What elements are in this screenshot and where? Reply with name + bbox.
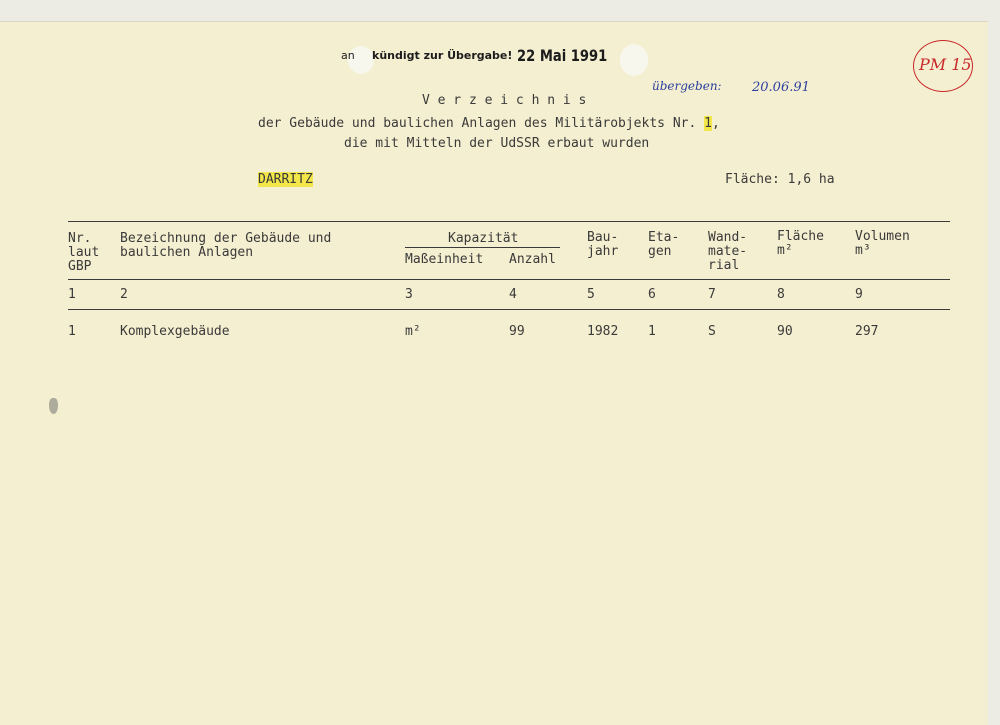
- header-nr-3: GBP: [68, 259, 92, 274]
- cell-flaeche: 90: [777, 324, 793, 339]
- handwritten-label: übergeben:: [652, 79, 722, 93]
- scanner-background-top: [0, 0, 1000, 22]
- cell-baujahr: 1982: [587, 324, 619, 339]
- ink-smudge: [49, 398, 58, 414]
- column-number: 5: [587, 287, 595, 302]
- cell-masseinheit: m²: [405, 324, 421, 339]
- header-baujahr-1: Bau-: [587, 230, 619, 245]
- column-number: 3: [405, 287, 413, 302]
- header-nr-1: Nr.: [68, 231, 92, 246]
- stamp-date: 22 Mai 1991: [517, 46, 608, 65]
- header-anzahl: Anzahl: [509, 252, 556, 267]
- column-number: 6: [648, 287, 656, 302]
- header-wandmaterial-2: mate-: [708, 244, 748, 259]
- pm-mark-text: PM 15: [919, 55, 972, 74]
- title-line-2: [258, 116, 720, 131]
- header-flaeche-2: m²: [777, 243, 793, 258]
- header-flaeche-1: Fläche: [777, 229, 824, 244]
- column-number: 2: [120, 287, 128, 302]
- cell-bezeichnung: Komplexgebäude: [120, 324, 230, 339]
- header-volumen-1: Volumen: [855, 229, 910, 244]
- column-number: 8: [777, 287, 785, 302]
- header-wandmaterial-1: Wand-: [708, 230, 748, 245]
- column-number: 7: [708, 287, 716, 302]
- cell-etagen: 1: [648, 324, 656, 339]
- military-object-number: 1: [704, 116, 712, 131]
- title-line-2-comma: ,: [711, 116, 720, 131]
- title-line-2-text: der Gebäude und baulichen Anlagen des Militärobjekts Nr.: [258, 116, 697, 131]
- header-bottom-rule: [68, 279, 950, 280]
- header-volumen-2: m³: [855, 243, 871, 258]
- column-numbers-rule: [68, 309, 950, 310]
- document-title: V e r z e i c h n i s: [422, 93, 587, 108]
- header-masseinheit: Maßeinheit: [405, 252, 484, 267]
- stamp-text: kündigt zur Übergabe!: [372, 49, 513, 62]
- punch-hole-right: [620, 44, 648, 76]
- header-bezeichnung-2: baulichen Anlagen: [120, 245, 254, 260]
- header-etagen-2: gen: [648, 244, 672, 259]
- header-nr-2: laut: [68, 245, 100, 260]
- column-number: 4: [509, 287, 517, 302]
- location-name: DARRITZ: [258, 172, 313, 187]
- table-top-rule: [68, 221, 950, 222]
- cell-wandmaterial: S: [708, 324, 716, 339]
- page-edge: [0, 21, 1000, 22]
- header-wandmaterial-3: rial: [708, 258, 740, 273]
- area-value: Fläche: 1,6 ha: [725, 172, 835, 187]
- kapazitaet-rule: [405, 247, 560, 248]
- header-bezeichnung-1: Bezeichnung der Gebäude und: [120, 231, 332, 246]
- header-etagen-1: Eta-: [648, 230, 680, 245]
- stamp-text-prefix: an: [341, 49, 355, 62]
- scanner-background-right: [988, 0, 1000, 725]
- handwritten-date: 20.06.91: [752, 80, 810, 95]
- header-baujahr-2: jahr: [587, 244, 619, 259]
- cell-anzahl: 99: [509, 324, 525, 339]
- header-kapazitaet: Kapazität: [448, 231, 519, 246]
- cell-volumen: 297: [855, 324, 879, 339]
- title-line-3: die mit Mitteln der UdSSR erbaut wurden: [344, 136, 650, 151]
- cell-nr: 1: [68, 324, 76, 339]
- column-number: 1: [68, 287, 76, 302]
- column-number: 9: [855, 287, 863, 302]
